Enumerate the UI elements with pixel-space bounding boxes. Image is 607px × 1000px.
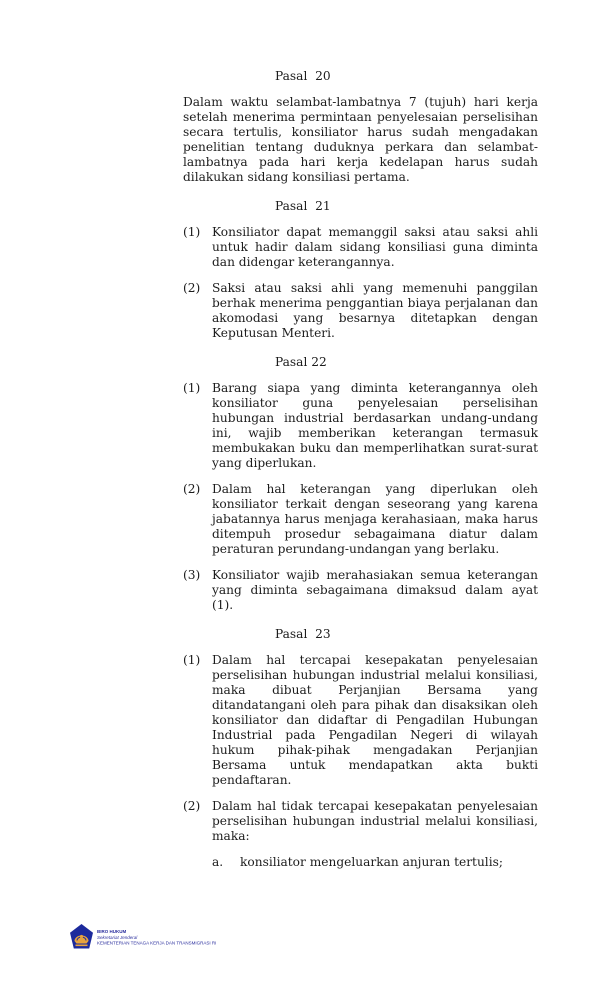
item-number: (3) xyxy=(183,568,201,582)
list-item xyxy=(183,482,538,557)
list-item xyxy=(183,225,538,270)
pasal-20-paragraph: Dalam waktu selambat-lambatnya 7 (tujuh) hari kerja setelah menerima permintaan penyelesaian perselisihan secara tertulis, konsiliator harus sudah mengadakan penelitian tentang duduknya perkara dan selambat-lambatnya pada hari kerja kedelapan harus sudah dilakukan sidang konsiliasi pertama. xyxy=(183,95,538,184)
sub-item-text: konsiliator mengeluarkan anjuran tertulis; xyxy=(240,855,503,869)
sub-item-letter: a. xyxy=(212,855,224,869)
footer-line-biro-hukum: BIRO HUKUM xyxy=(97,929,127,934)
footer xyxy=(70,924,397,964)
item-text: Konsiliator wajib merahasiakan semua keterangan yang diminta sebagaimana dimaksud dalam ayat (1). xyxy=(212,568,538,612)
list-item xyxy=(183,653,538,788)
list-item xyxy=(183,568,538,613)
ministry-logo-icon xyxy=(70,924,93,949)
item-text-block xyxy=(212,799,538,870)
item-number: (1) xyxy=(183,653,201,667)
item-text: Barang siapa yang diminta keterangannya oleh konsiliator guna penyelesaian perselisihan hubungan industrial berdasarkan undang-undang ini, wajib memberikan keterangan termasuk membukakan buku dan memperlihatkan surat-surat yang diperlukan. xyxy=(212,381,538,470)
item-number: (2) xyxy=(183,482,201,496)
item-text: Konsiliator dapat memanggil saksi atau saksi ahli untuk hadir dalam sidang konsiliasi guna diminta dan didengar keterangannya. xyxy=(212,225,538,269)
footer-line-sekretariat: Sekretariat Jenderal xyxy=(97,934,138,940)
sub-list-item xyxy=(212,855,538,870)
section-heading-pasal-20: Pasal 20 xyxy=(275,69,331,83)
item-text: Dalam hal tercapai kesepakatan penyelesaian perselisihan hubungan industrial melalui konsiliasi, maka dibuat Perjanjian Bersama yang ditandatangani oleh para pihak dan disaksikan oleh konsiliator dan didaftar di Pengadilan Hubungan Industrial pada Pengadilan Negeri di wilayah hukum pihak-pihak mengadakan Perjanjian Bersama untuk mendapatkan akta bukti pendaftaran. xyxy=(212,653,538,787)
section-heading-pasal-22: Pasal 22 xyxy=(275,355,327,369)
footer-line-kementerian: KEMENTERIAN TENAGA KERJA DAN TRANSMIGRASI RI xyxy=(97,940,217,946)
item-number: (1) xyxy=(183,225,201,239)
item-text: Dalam hal keterangan yang diperlukan oleh konsiliator terkait dengan seseorang yang karena jabatannya harus menjaga kerahasiaan, maka harus ditempuh prosedur sebagaimana diatur dalam peraturan perundang-undangan yang berlaku. xyxy=(212,482,538,556)
footer-text xyxy=(97,929,247,946)
document-content xyxy=(183,69,538,881)
section-heading-pasal-21: Pasal 21 xyxy=(275,199,331,213)
item-text: Dalam hal tidak tercapai kesepakatan penyelesaian perselisihan hubungan industrial melalui konsiliasi, maka: xyxy=(212,799,538,843)
item-text: Saksi atau saksi ahli yang memenuhi panggilan berhak menerima penggantian biaya perjalanan dan akomodasi yang besarnya ditetapkan dengan Keputusan Menteri. xyxy=(212,281,538,340)
list-item xyxy=(183,381,538,471)
list-item xyxy=(183,281,538,341)
item-number: (2) xyxy=(183,799,201,813)
section-heading-pasal-23: Pasal 23 xyxy=(275,627,331,641)
item-number: (1) xyxy=(183,381,201,395)
list-item xyxy=(183,799,538,870)
item-number: (2) xyxy=(183,281,201,295)
